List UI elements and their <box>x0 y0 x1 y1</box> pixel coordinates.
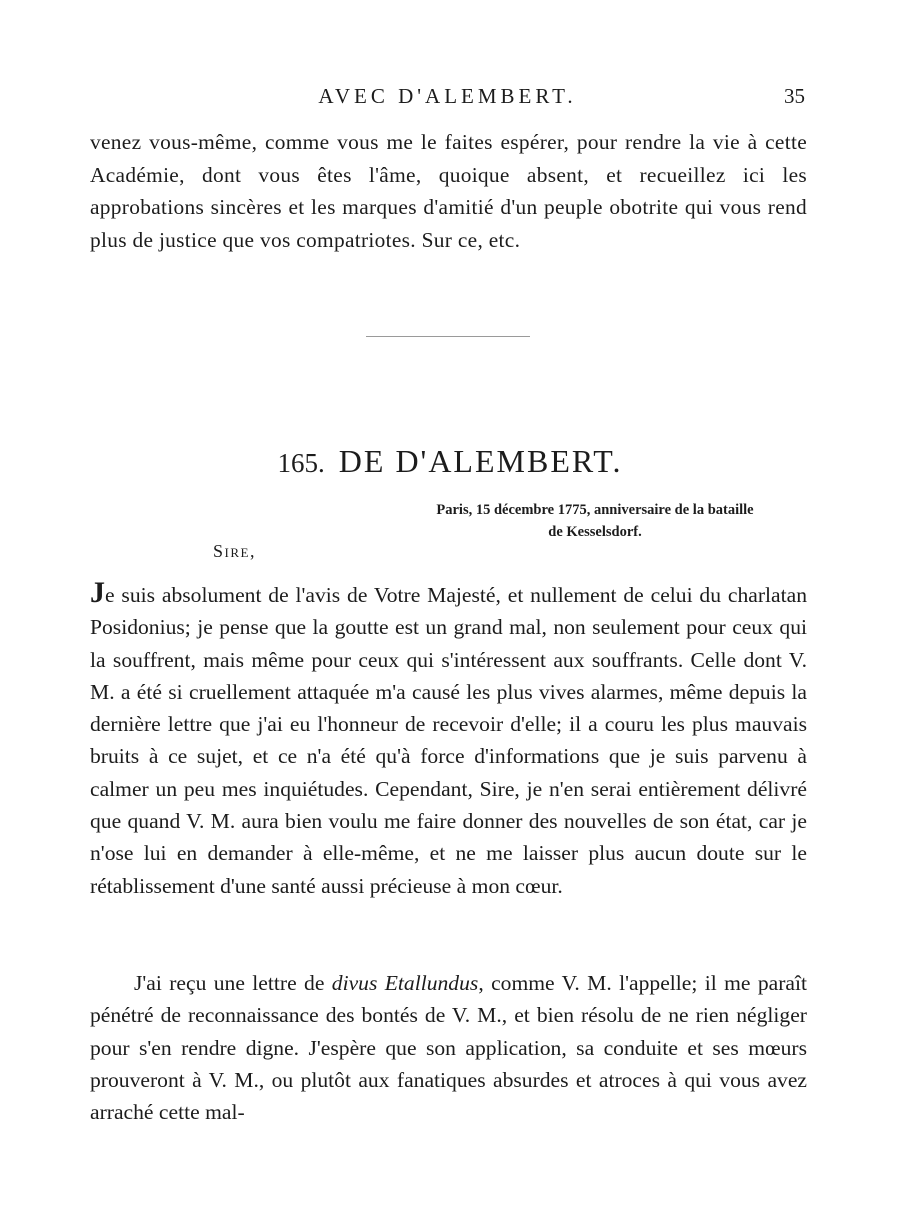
running-title: AVEC D'ALEMBERT. <box>318 84 577 108</box>
paragraph-2-start: J'ai reçu une lettre de <box>134 971 332 995</box>
letter-body-paragraph-1 <box>90 576 807 902</box>
letter-salutation: Sire, <box>213 541 256 561</box>
paragraph-2-rest: , comme V. M. l'appelle; il me paraît pénétré de reconnaissance des bontés de V. M., et bien résolu de ne rien négliger pour s'en rendre digne. J'espère que son application, sa conduite et ses mœurs prouveront à V. M., ou plutôt aux fanatiques absurdes et atroces à qui vous avez arraché cette mal- <box>90 971 808 1125</box>
letter-dateline <box>380 499 810 543</box>
paragraph-1-text: e suis absolument de l'avis de Votre Majesté, et nullement de celui du charlatan Posidonius; je pense que la goutte est un grand mal, non seulement pour ceux qui la souffrent, mais même pour ceux qui s'intéressent aux souffrants. Celle dont V. M. a été si cruellement attaquée m'a causé les plus vives alarmes, même depuis la dernière lettre que j'ai eu l'honneur de recevoir d'elle; il a couru les plus mauvais bruits à ce sujet, et ce n'a été qu'à force d'informations que je suis parvenu à calmer un peu mes inquiétudes. Cependant, Sire, je n'en serai entièrement délivré que quand V. M. aura bien voulu me faire donner des nouvelles de son état, car je n'ose lui en demander à elle-même, et ne me laisser plus aucun doute sur le rétablissement d'une santé aussi précieuse à mon cœur. <box>90 583 807 898</box>
previous-letter-closing: venez vous-même, comme vous me le faites espérer, pour rendre la vie à cette Académie, dont vous êtes l'âme, quoique absent, et recueillez ici les approbations sincères et les marques d'amitié d'un peuple obotrite qui vous rend plus de justice que vos compatriotes. Sur ce, etc. <box>90 130 807 252</box>
letter-heading <box>0 443 900 480</box>
letter-body-paragraph-2 <box>90 967 807 1128</box>
dateline-line-2: de Kesselsdorf. <box>548 524 642 540</box>
letter-title: DE D'ALEMBERT. <box>338 443 623 479</box>
drop-cap: J <box>90 576 105 609</box>
section-divider <box>366 336 530 337</box>
letter-number: 165. <box>277 448 325 478</box>
dateline-line-1: Paris, 15 décembre 1775, anniversaire de la bataille <box>436 502 754 518</box>
paragraph-2-italic-name: divus Etallundus <box>331 971 479 995</box>
page-number: 35 <box>784 84 805 108</box>
running-head <box>90 84 805 114</box>
